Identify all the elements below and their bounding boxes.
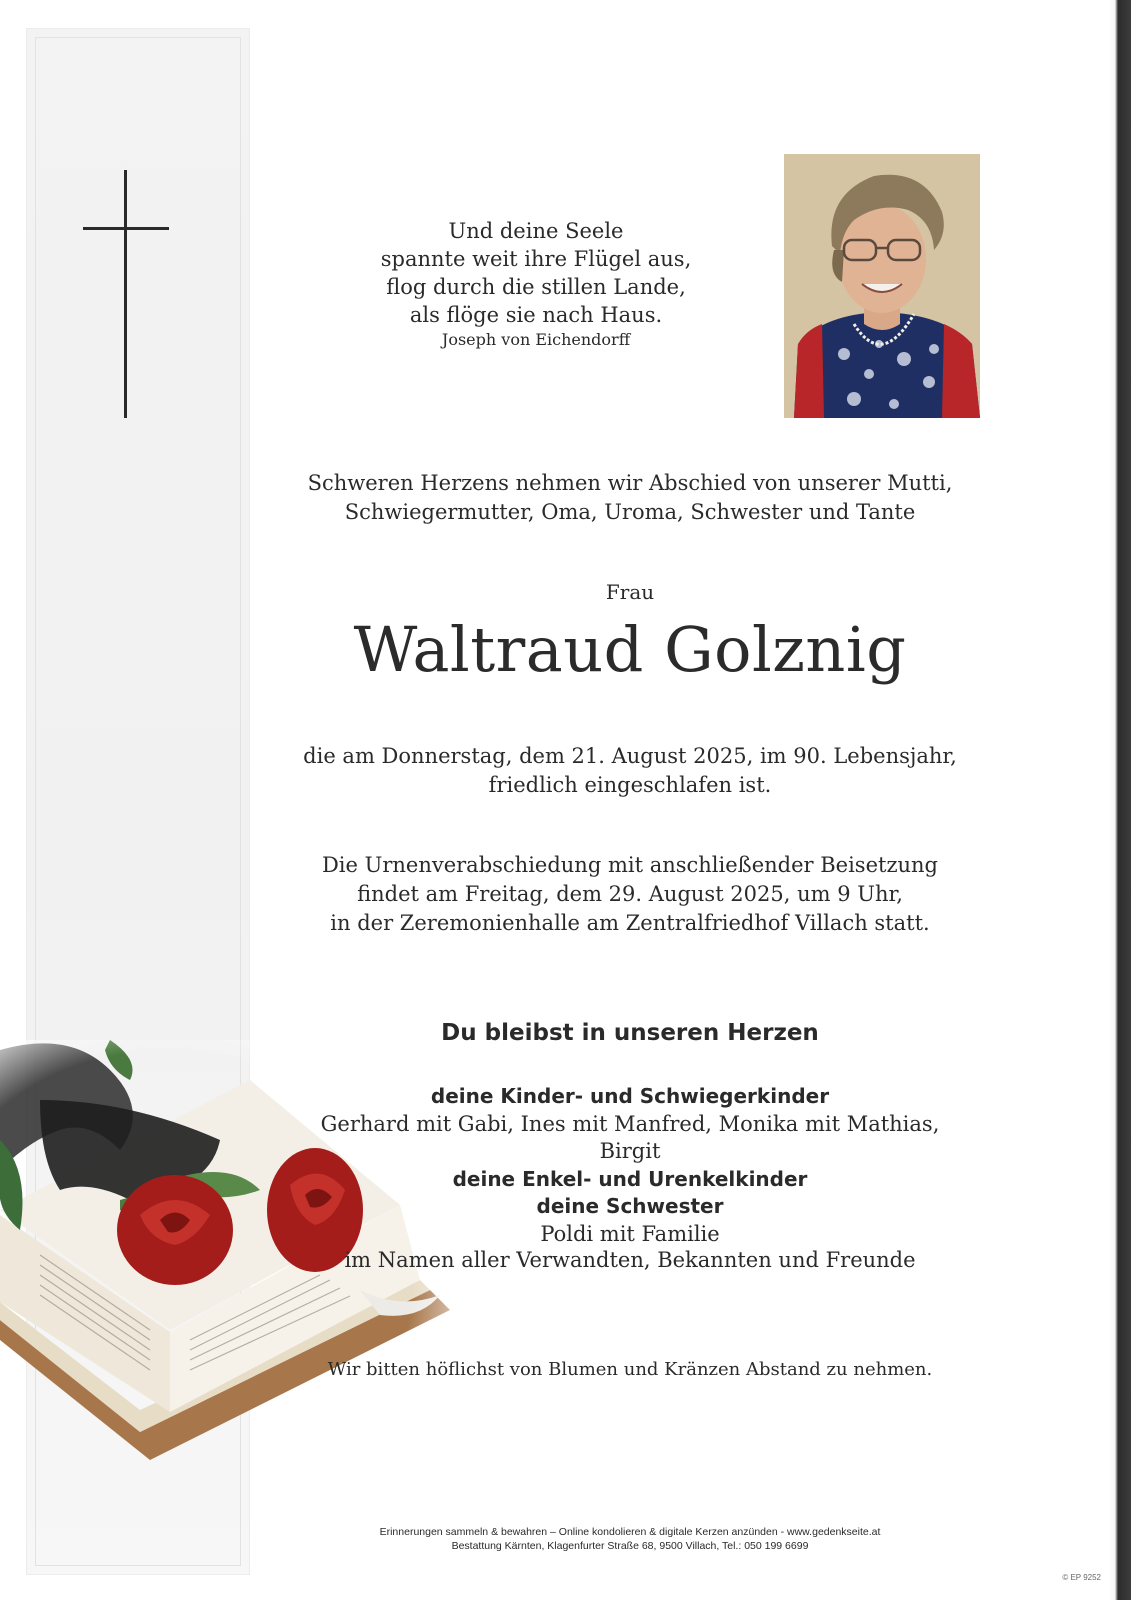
poem-line: Und deine Seele [448,219,624,243]
poem-line: flog durch die stillen Lande, [386,275,686,299]
deceased-name: Waltraud Golznig [353,613,907,686]
intro-text [300,469,960,527]
poem-author: Joseph von Eichendorff [441,330,631,349]
on-behalf-line: im Namen aller Verwandten, Bekannten und Freunde [344,1248,916,1272]
footer [300,1525,960,1553]
print-code: © EP 9252 [1062,1573,1101,1582]
ceremony-line: in der Zeremonienhalle am Zentralfriedhof Villach statt. [330,911,930,935]
ceremony-line: findet am Freitag, dem 29. August 2025, um 9 Uhr, [357,882,903,906]
poem-line: spannte weit ihre Flügel aus, [380,247,692,271]
sister-label: deine Schwester [536,1194,724,1218]
flowers-note: Wir bitten höflichst von Blumen und Kränzen Abstand zu nehmen. [327,1359,933,1380]
poem-line: als flöge sie nach Haus. [409,303,663,327]
sister-names: Poldi mit Familie [540,1221,720,1246]
death-line: friedlich eingeschlafen ist. [488,773,772,797]
portrait-photo [784,154,980,418]
children-names: Gerhard mit Gabi, Ines mit Manfred, Monika mit Mathias, Birgit [320,1111,940,1163]
footer-line: Bestattung Kärnten, Klagenfurter Straße 68, 9500 Villach, Tel.: 050 199 6699 [451,1540,809,1552]
intro-line: Schwiegermutter, Oma, Uroma, Schwester und Tante [344,500,916,524]
footer-line: Erinnerungen sammeln & bewahren – Online kondolieren & digitale Kerzen anzünden - www.gedenkseite.at [379,1526,881,1538]
poem-block [376,217,696,351]
children-label: deine Kinder- und Schwiegerkinder [430,1084,830,1108]
death-notice [300,742,960,800]
motto: Du bleibst in unseren Herzen [441,1020,819,1046]
mourners-list [300,1083,960,1248]
grandchildren-label: deine Enkel- und Urenkelkinder [452,1166,808,1191]
ceremony-details [300,851,960,938]
ceremony-line: Die Urnenverabschiedung mit anschließender Beisetzung [321,853,939,877]
salutation: Frau [605,580,655,604]
cross-icon-vertical [124,170,127,418]
intro-line: Schweren Herzens nehmen wir Abschied von unserer Mutti, [307,471,953,495]
cross-icon-horizontal [83,227,169,230]
death-line: die am Donnerstag, dem 21. August 2025, im 90. Lebensjahr, [303,744,957,768]
page-edge-shadow [1109,0,1131,1600]
